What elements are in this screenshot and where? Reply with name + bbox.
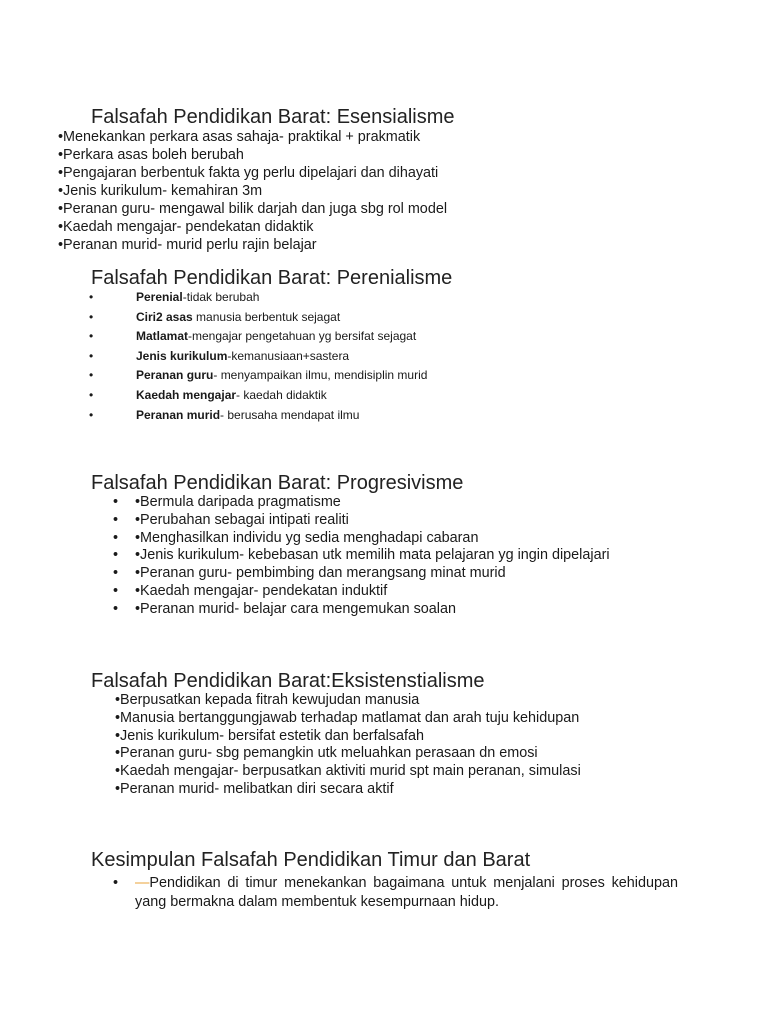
list-item: •Kaedah mengajar- pendekatan didaktik (58, 219, 314, 235)
bullet: • (113, 600, 119, 617)
list-item (89, 347, 427, 367)
list-item: •Manusia bertanggungjawab terhadap matlamat dan arah tuju kehidupan (115, 709, 580, 726)
section-title-kesimpulan: Kesimpulan Falsafah Pendidikan Timur dan Barat (91, 849, 531, 871)
list-item: •Peranan guru- mengawal bilik darjah dan juga sbg rol model (58, 201, 448, 217)
list-item: •Kaedah mengajar- berpusatkan aktiviti murid spt main peranan, simulasi (115, 763, 581, 780)
list-item (113, 601, 610, 619)
list-item: •Jenis kurikulum- bersifat estetik dan berfalsafah (115, 727, 424, 744)
list-item: •Jenis kurikulum- kemahiran 3m (58, 183, 263, 199)
item-text: •Perubahan sebagai intipati realiti (135, 511, 349, 528)
conclusion-body: Pendidikan di timur menekankan bagaimana untuk menjalani proses kehidupan yang bermakna dalam membentuk kesempurnaan hidup. (135, 875, 678, 910)
dash-mark: — (135, 875, 150, 891)
list-item: •Peranan murid- murid perlu rajin belajar (58, 237, 317, 253)
bullet: • (89, 368, 94, 383)
list-item: •Peranan murid- melibatkan diri secara aktif (115, 780, 394, 797)
section-title-esensialisme: Falsafah Pendidikan Barat: Esensialisme (91, 106, 455, 128)
item-text: •Menghasilkan individu yg sedia menghadapi cabaran (135, 529, 479, 546)
list-item (113, 547, 610, 565)
item-desc: -kemanusiaan+sastera (227, 348, 350, 363)
bullet: • (113, 582, 119, 599)
bullet: • (113, 529, 119, 546)
list-item (89, 288, 427, 308)
section-title-eksistenstialisme: Falsafah Pendidikan Barat:Eksistenstialisme (91, 670, 485, 692)
item-desc: -mengajar pengetahuan yg bersifat sejagat (188, 329, 417, 344)
item-text: •Kaedah mengajar- pendekatan induktif (135, 582, 388, 599)
list-item (89, 406, 427, 426)
list-item (113, 494, 610, 512)
item-term: Peranan guru (136, 368, 214, 383)
section-title-perenialisme: Falsafah Pendidikan Barat: Perenialisme (91, 267, 453, 289)
list-item: •Perkara asas boleh berubah (58, 147, 244, 163)
section-title-progresivisme: Falsafah Pendidikan Barat: Progresivisme (91, 472, 464, 494)
item-text: •Jenis kurikulum- kebebasan utk memilih mata pelajaran yg ingin dipelajari (135, 547, 610, 564)
item-term: Kaedah mengajar (136, 387, 237, 402)
list-item: •Menekankan perkara asas sahaja- praktikal + prakmatik (58, 129, 421, 145)
list-item (89, 366, 427, 386)
item-term: Ciri2 asas (136, 309, 193, 324)
list-item: •Berpusatkan kepada fitrah kewujudan manusia (115, 692, 420, 708)
bullet: • (113, 511, 119, 528)
bullet: • (89, 290, 94, 304)
list-item (113, 583, 610, 601)
conclusion-item (113, 874, 678, 912)
item-term: Jenis kurikulum (136, 348, 228, 363)
bullet: • (89, 387, 94, 402)
list-item (113, 512, 610, 530)
item-desc: -tidak berubah (182, 290, 260, 304)
bullet: • (113, 875, 119, 891)
item-desc: manusia berbentuk sejagat (192, 309, 341, 324)
item-desc: - kaedah didaktik (236, 387, 327, 402)
bullet: • (89, 348, 94, 363)
item-desc: - menyampaikan ilmu, mendisiplin murid (213, 368, 428, 383)
list-item: •Peranan guru- sbg pemangkin utk meluahkan perasaan dn emosi (115, 745, 538, 762)
list-item (89, 308, 427, 328)
eksistenstialisme-list (115, 692, 581, 799)
bullet: • (113, 494, 119, 510)
perenialisme-list (89, 288, 427, 425)
list-item (89, 386, 427, 406)
list-item (113, 565, 610, 583)
item-term: Matlamat (136, 329, 189, 344)
bullet: • (89, 329, 94, 344)
progresivisme-list (113, 494, 610, 619)
item-desc: - berusaha mendapat ilmu (220, 407, 360, 422)
item-term: Perenial (136, 290, 183, 304)
item-term: Peranan murid (136, 407, 221, 422)
esensialisme-list (58, 128, 447, 254)
bullet: • (113, 565, 119, 582)
bullet: • (89, 309, 94, 324)
item-text: •Peranan murid- belajar cara mengemukan soalan (135, 600, 457, 617)
bullet: • (89, 407, 94, 422)
item-text: •Peranan guru- pembimbing dan merangsang minat murid (135, 565, 506, 582)
bullet: • (113, 547, 119, 564)
item-text: •Bermula daripada pragmatisme (135, 494, 341, 510)
conclusion-text (135, 874, 678, 912)
list-item (113, 530, 610, 548)
list-item (89, 327, 427, 347)
list-item: •Pengajaran berbentuk fakta yg perlu dipelajari dan dihayati (58, 165, 439, 181)
